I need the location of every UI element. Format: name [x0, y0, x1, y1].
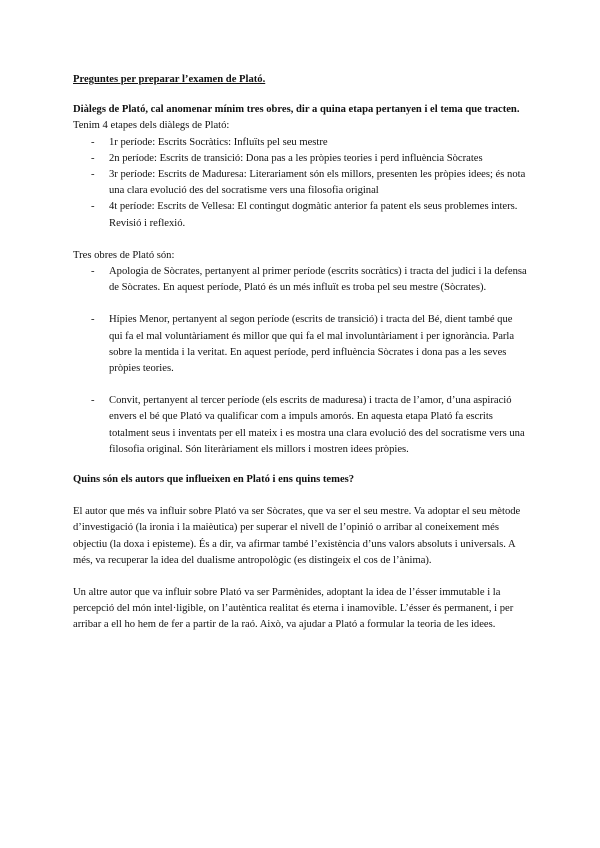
stage-item: - 4t període: Escrits de Vellesa: El contingut dogmàtic anterior fa patent els seus problemes inters. Revisió i reflexió. [109, 199, 528, 231]
work-item: - Convit, pertanyent al tercer període (els escrits de maduresa) i tracta de l’amor, d’una aspiració envers el bé que Plató va qualificar com a impuls amorós. En aquesta etapa Plató fa escrits totalment seus i inventats per ell mateix i es mostra una clara evolució des del socratisme vers una filosofia original. Són literàriament els millors i mostren idees pròpies. [109, 393, 528, 458]
works-intro: Tres obres de Plató són: [73, 249, 175, 261]
stage-item: - 2n període: Escrits de transició: Dona pas a les pròpies teories i perd influència Sòcrates [109, 151, 528, 167]
section1-heading: Diàlegs de Plató, cal anomenar mínim tres obres, dir a quina etapa pertanyen i el tema que tracten. [73, 104, 520, 116]
paragraph-socrates: El autor que més va influir sobre Plató va ser Sòcrates, que va ser el seu mestre. Va adoptar el seu mètode d’investigació (la ironia i la maièutica) per superar el nivell de l’opinió o arribar al coneixement més objectiu (la doxa i episteme). És a dir, va afirmar també l’existència d’uns valors absoluts i universals. A més, va recuperar la idea del dualisme antropològic (es distingeix el cos de l’ànima). [73, 506, 521, 566]
stages-list [73, 135, 528, 232]
stage-item: - 1r període: Escrits Socràtics: Influïts pel seu mestre [109, 135, 528, 151]
document-title: Preguntes per preparar l’examen de Plató. [73, 74, 266, 85]
work-item: - Apologia de Sòcrates, pertanyent al primer període (escrits socràtics) i tracta del judici i la defensa de Sòcrates. En aquest període, Plató és un més influït es troba pel seu mestre (Sòcrates). [109, 264, 528, 296]
document-page [73, 72, 528, 634]
work-item: - Hípies Menor, pertanyent al segon període (escrits de transició) i tracta del Bé, dient també que qui fa el mal voluntàriament és millor que qui fa el mal involuntàriament i per ignorància. Parla sobre la mentida i la veritat. En aquest període, perd influència Sòcrates i dona pas a les seves pròpies teories. [109, 312, 528, 377]
stages-intro: Tenim 4 etapes dels diàlegs de Plató: [73, 120, 230, 132]
stage-item: - 3r període: Escrits de Maduresa: Literariament són els millors, presenten les pròpies idees; és nota una clara evolució des del socratisme vers una filosofia original [109, 167, 528, 199]
works-list [73, 264, 528, 458]
section2-heading: Quins són els autors que influeixen en Plató i ens quins temes? [73, 474, 355, 486]
paragraph-parmenides: Un altre autor que va influir sobre Plató va ser Parmènides, adoptant la idea de l’ésser immutable i la percepció del món intel·ligible, on l’autèntica realitat és eterna i inamovible. L’ésser és permanent, i per arribar a ell ho hem de fer a partir de la raó. Això, va ajudar a Plató a formular la teoria de les idees. [73, 587, 514, 631]
